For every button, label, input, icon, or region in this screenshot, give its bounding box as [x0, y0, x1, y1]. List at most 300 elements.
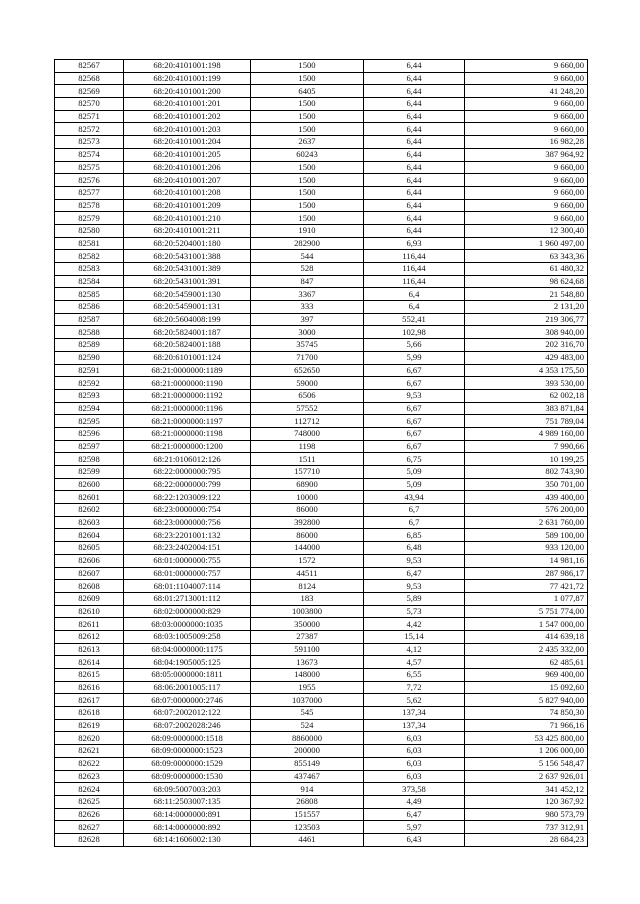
- area-cell: 27387: [251, 630, 364, 643]
- row-number-cell: 82606: [55, 554, 124, 567]
- cadastral-number-cell: 68:21:0000000:1198: [124, 427, 251, 440]
- cadastral-number-cell: 68:21:0000000:1197: [124, 415, 251, 428]
- area-cell: 1572: [251, 554, 364, 567]
- rate-cell: 4,12: [364, 643, 465, 656]
- value-cell: 7 990,66: [465, 440, 588, 453]
- row-number-cell: 82569: [55, 85, 124, 98]
- row-number-cell: 82587: [55, 313, 124, 326]
- row-number-cell: 82580: [55, 224, 124, 237]
- value-cell: 576 200,00: [465, 504, 588, 517]
- area-cell: 57552: [251, 402, 364, 415]
- cadastral-number-cell: 68:05:0000000:1811: [124, 669, 251, 682]
- value-cell: 62 485,61: [465, 656, 588, 669]
- rate-cell: 4,57: [364, 656, 465, 669]
- cadastral-number-cell: 68:20:4101001:200: [124, 85, 251, 98]
- parcel-table: [54, 59, 588, 847]
- rate-cell: 6,44: [364, 60, 465, 73]
- value-cell: 350 701,00: [465, 478, 588, 491]
- row-number-cell: 82594: [55, 402, 124, 415]
- rate-cell: 6,67: [364, 377, 465, 390]
- table-row: [55, 770, 588, 783]
- rate-cell: 6,67: [364, 415, 465, 428]
- row-number-cell: 82605: [55, 542, 124, 555]
- area-cell: 151557: [251, 808, 364, 821]
- value-cell: 287 986,17: [465, 567, 588, 580]
- area-cell: 1500: [251, 161, 364, 174]
- row-number-cell: 82619: [55, 719, 124, 732]
- rate-cell: 6,03: [364, 770, 465, 783]
- row-number-cell: 82604: [55, 529, 124, 542]
- cadastral-number-cell: 68:23:0000000:756: [124, 516, 251, 529]
- cadastral-number-cell: 68:03:1005009:258: [124, 630, 251, 643]
- area-cell: 200000: [251, 745, 364, 758]
- cadastral-number-cell: 68:20:5824001:188: [124, 339, 251, 352]
- parcel-table-body: [55, 60, 588, 847]
- row-number-cell: 82618: [55, 707, 124, 720]
- cadastral-number-cell: 68:20:4101001:199: [124, 72, 251, 85]
- value-cell: 21 548,80: [465, 288, 588, 301]
- table-row: [55, 275, 588, 288]
- area-cell: 1500: [251, 60, 364, 73]
- value-cell: 77 421,72: [465, 580, 588, 593]
- cadastral-number-cell: 68:14:1606002:130: [124, 833, 251, 846]
- rate-cell: 6,44: [364, 212, 465, 225]
- rate-cell: 116,44: [364, 275, 465, 288]
- cadastral-number-cell: 68:21:0000000:1189: [124, 364, 251, 377]
- value-cell: 120 367,92: [465, 795, 588, 808]
- row-number-cell: 82584: [55, 275, 124, 288]
- value-cell: 63 343,36: [465, 250, 588, 263]
- area-cell: 1500: [251, 123, 364, 136]
- value-cell: 9 660,00: [465, 174, 588, 187]
- rate-cell: 6,44: [364, 136, 465, 149]
- area-cell: 1500: [251, 186, 364, 199]
- cadastral-number-cell: 68:04:1905005:125: [124, 656, 251, 669]
- area-cell: 6506: [251, 389, 364, 402]
- cadastral-number-cell: 68:03:0000000:1035: [124, 618, 251, 631]
- area-cell: 333: [251, 301, 364, 314]
- value-cell: 5 156 548,47: [465, 757, 588, 770]
- cadastral-number-cell: 68:11:2503007:135: [124, 795, 251, 808]
- cadastral-number-cell: 68:20:4101001:208: [124, 186, 251, 199]
- row-number-cell: 82600: [55, 478, 124, 491]
- rate-cell: 6,85: [364, 529, 465, 542]
- rate-cell: 6,44: [364, 123, 465, 136]
- rate-cell: 6,44: [364, 161, 465, 174]
- area-cell: 855149: [251, 757, 364, 770]
- rate-cell: 4,42: [364, 618, 465, 631]
- rate-cell: 116,44: [364, 250, 465, 263]
- rate-cell: 6,03: [364, 745, 465, 758]
- table-row: [55, 466, 588, 479]
- table-row: [55, 707, 588, 720]
- table-row: [55, 656, 588, 669]
- cadastral-number-cell: 68:01:1104007:114: [124, 580, 251, 593]
- row-number-cell: 82595: [55, 415, 124, 428]
- cadastral-number-cell: 68:09:0000000:1523: [124, 745, 251, 758]
- row-number-cell: 82609: [55, 592, 124, 605]
- row-number-cell: 82610: [55, 605, 124, 618]
- value-cell: 2 435 332,00: [465, 643, 588, 656]
- value-cell: 1 206 000,00: [465, 745, 588, 758]
- table-row: [55, 174, 588, 187]
- area-cell: 1500: [251, 212, 364, 225]
- value-cell: 9 660,00: [465, 110, 588, 123]
- area-cell: 1198: [251, 440, 364, 453]
- cadastral-number-cell: 68:14:0000000:891: [124, 808, 251, 821]
- table-row: [55, 237, 588, 250]
- value-cell: 9 660,00: [465, 199, 588, 212]
- table-row: [55, 821, 588, 834]
- rate-cell: 15,14: [364, 630, 465, 643]
- area-cell: 86000: [251, 529, 364, 542]
- row-number-cell: 82591: [55, 364, 124, 377]
- cadastral-number-cell: 68:20:4101001:207: [124, 174, 251, 187]
- row-number-cell: 82612: [55, 630, 124, 643]
- cadastral-number-cell: 68:23:0000000:754: [124, 504, 251, 517]
- row-number-cell: 82571: [55, 110, 124, 123]
- table-row: [55, 250, 588, 263]
- area-cell: 1511: [251, 453, 364, 466]
- cadastral-number-cell: 68:20:4101001:211: [124, 224, 251, 237]
- value-cell: 61 480,32: [465, 263, 588, 276]
- cadastral-number-cell: 68:02:0000000:829: [124, 605, 251, 618]
- rate-cell: 5,09: [364, 478, 465, 491]
- cadastral-number-cell: 68:21:0000000:1190: [124, 377, 251, 390]
- value-cell: 5 827 940,00: [465, 694, 588, 707]
- cadastral-number-cell: 68:07:2002028:246: [124, 719, 251, 732]
- area-cell: 71700: [251, 351, 364, 364]
- table-row: [55, 529, 588, 542]
- rate-cell: 6,47: [364, 808, 465, 821]
- value-cell: 71 966,16: [465, 719, 588, 732]
- table-row: [55, 580, 588, 593]
- rate-cell: 5,99: [364, 351, 465, 364]
- cadastral-number-cell: 68:20:4101001:198: [124, 60, 251, 73]
- table-row: [55, 186, 588, 199]
- row-number-cell: 82611: [55, 618, 124, 631]
- cadastral-number-cell: 68:01:2713001:112: [124, 592, 251, 605]
- table-row: [55, 72, 588, 85]
- table-row: [55, 504, 588, 517]
- area-cell: 3000: [251, 326, 364, 339]
- value-cell: 12 300,40: [465, 224, 588, 237]
- area-cell: 1910: [251, 224, 364, 237]
- rate-cell: 6,47: [364, 567, 465, 580]
- row-number-cell: 82575: [55, 161, 124, 174]
- rate-cell: 6,67: [364, 440, 465, 453]
- table-row: [55, 567, 588, 580]
- cadastral-number-cell: 68:09:0000000:1529: [124, 757, 251, 770]
- row-number-cell: 82586: [55, 301, 124, 314]
- area-cell: 1500: [251, 199, 364, 212]
- area-cell: 8124: [251, 580, 364, 593]
- value-cell: 387 964,92: [465, 148, 588, 161]
- value-cell: 41 248,20: [465, 85, 588, 98]
- area-cell: 1500: [251, 110, 364, 123]
- value-cell: 2 631 760,00: [465, 516, 588, 529]
- table-row: [55, 110, 588, 123]
- table-row: [55, 719, 588, 732]
- cadastral-number-cell: 68:09:5007003:203: [124, 783, 251, 796]
- value-cell: 9 660,00: [465, 186, 588, 199]
- value-cell: 308 940,00: [465, 326, 588, 339]
- area-cell: 148000: [251, 669, 364, 682]
- cadastral-number-cell: 68:04:0000000:1175: [124, 643, 251, 656]
- table-row: [55, 478, 588, 491]
- area-cell: 748000: [251, 427, 364, 440]
- value-cell: 1 547 000,00: [465, 618, 588, 631]
- value-cell: 393 530,00: [465, 377, 588, 390]
- area-cell: 3367: [251, 288, 364, 301]
- cadastral-number-cell: 68:07:2002012:122: [124, 707, 251, 720]
- rate-cell: 4,49: [364, 795, 465, 808]
- value-cell: 737 312,91: [465, 821, 588, 834]
- value-cell: 802 743,90: [465, 466, 588, 479]
- value-cell: 9 660,00: [465, 161, 588, 174]
- row-number-cell: 82603: [55, 516, 124, 529]
- row-number-cell: 82581: [55, 237, 124, 250]
- row-number-cell: 82601: [55, 491, 124, 504]
- rate-cell: 6,4: [364, 301, 465, 314]
- row-number-cell: 82579: [55, 212, 124, 225]
- value-cell: 1 960 497,00: [465, 237, 588, 250]
- value-cell: 28 684,23: [465, 833, 588, 846]
- area-cell: 1500: [251, 174, 364, 187]
- cadastral-number-cell: 68:21:0000000:1196: [124, 402, 251, 415]
- value-cell: 9 660,00: [465, 212, 588, 225]
- area-cell: 545: [251, 707, 364, 720]
- value-cell: 1 077,87: [465, 592, 588, 605]
- value-cell: 341 452,12: [465, 783, 588, 796]
- row-number-cell: 82576: [55, 174, 124, 187]
- rate-cell: 9,53: [364, 580, 465, 593]
- cadastral-number-cell: 68:09:0000000:1518: [124, 732, 251, 745]
- rate-cell: 116,44: [364, 263, 465, 276]
- table-row: [55, 630, 588, 643]
- cadastral-number-cell: 68:22:0000000:795: [124, 466, 251, 479]
- row-number-cell: 82583: [55, 263, 124, 276]
- table-row: [55, 732, 588, 745]
- row-number-cell: 82625: [55, 795, 124, 808]
- row-number-cell: 82626: [55, 808, 124, 821]
- rate-cell: 137,34: [364, 719, 465, 732]
- table-row: [55, 618, 588, 631]
- row-number-cell: 82582: [55, 250, 124, 263]
- area-cell: 282900: [251, 237, 364, 250]
- rate-cell: 6,44: [364, 85, 465, 98]
- table-row: [55, 808, 588, 821]
- area-cell: 437467: [251, 770, 364, 783]
- rate-cell: 6,7: [364, 504, 465, 517]
- area-cell: 13673: [251, 656, 364, 669]
- area-cell: 144000: [251, 542, 364, 555]
- row-number-cell: 82614: [55, 656, 124, 669]
- table-row: [55, 592, 588, 605]
- cadastral-number-cell: 68:20:5604008:199: [124, 313, 251, 326]
- table-row: [55, 339, 588, 352]
- area-cell: 392800: [251, 516, 364, 529]
- table-row: [55, 148, 588, 161]
- rate-cell: 6,44: [364, 199, 465, 212]
- row-number-cell: 82608: [55, 580, 124, 593]
- area-cell: 1003800: [251, 605, 364, 618]
- area-cell: 847: [251, 275, 364, 288]
- cadastral-number-cell: 68:22:0000000:799: [124, 478, 251, 491]
- area-cell: 35745: [251, 339, 364, 352]
- rate-cell: 6,44: [364, 110, 465, 123]
- cadastral-number-cell: 68:01:0000000:755: [124, 554, 251, 567]
- row-number-cell: 82588: [55, 326, 124, 339]
- cadastral-number-cell: 68:23:2402004:151: [124, 542, 251, 555]
- rate-cell: 6,44: [364, 224, 465, 237]
- area-cell: 1500: [251, 98, 364, 111]
- rate-cell: 6,44: [364, 174, 465, 187]
- area-cell: 183: [251, 592, 364, 605]
- value-cell: 9 660,00: [465, 98, 588, 111]
- value-cell: 980 573,79: [465, 808, 588, 821]
- value-cell: 74 850,30: [465, 707, 588, 720]
- row-number-cell: 82593: [55, 389, 124, 402]
- table-row: [55, 85, 588, 98]
- cadastral-number-cell: 68:20:4101001:204: [124, 136, 251, 149]
- cadastral-number-cell: 68:20:5459001:131: [124, 301, 251, 314]
- value-cell: 4 353 175,50: [465, 364, 588, 377]
- area-cell: 4461: [251, 833, 364, 846]
- row-number-cell: 82621: [55, 745, 124, 758]
- value-cell: 10 199,25: [465, 453, 588, 466]
- row-number-cell: 82620: [55, 732, 124, 745]
- table-row: [55, 440, 588, 453]
- rate-cell: 6,44: [364, 186, 465, 199]
- value-cell: 2 637 926,01: [465, 770, 588, 783]
- value-cell: 414 639,18: [465, 630, 588, 643]
- row-number-cell: 82616: [55, 681, 124, 694]
- row-number-cell: 82599: [55, 466, 124, 479]
- rate-cell: 6,44: [364, 148, 465, 161]
- value-cell: 969 400,00: [465, 669, 588, 682]
- table-row: [55, 288, 588, 301]
- table-row: [55, 326, 588, 339]
- table-row: [55, 643, 588, 656]
- row-number-cell: 82577: [55, 186, 124, 199]
- rate-cell: 43,94: [364, 491, 465, 504]
- row-number-cell: 82567: [55, 60, 124, 73]
- table-row: [55, 516, 588, 529]
- cadastral-number-cell: 68:14:0000000:892: [124, 821, 251, 834]
- rate-cell: 552,41: [364, 313, 465, 326]
- cadastral-number-cell: 68:07:0000000:2746: [124, 694, 251, 707]
- rate-cell: 137,34: [364, 707, 465, 720]
- area-cell: 26808: [251, 795, 364, 808]
- row-number-cell: 82592: [55, 377, 124, 390]
- rate-cell: 6,4: [364, 288, 465, 301]
- rate-cell: 5,09: [364, 466, 465, 479]
- area-cell: 112712: [251, 415, 364, 428]
- area-cell: 123503: [251, 821, 364, 834]
- table-row: [55, 694, 588, 707]
- area-cell: 2637: [251, 136, 364, 149]
- rate-cell: 6,7: [364, 516, 465, 529]
- table-row: [55, 351, 588, 364]
- rate-cell: 6,44: [364, 72, 465, 85]
- table-row: [55, 669, 588, 682]
- value-cell: 202 316,70: [465, 339, 588, 352]
- row-number-cell: 82628: [55, 833, 124, 846]
- value-cell: 15 092,60: [465, 681, 588, 694]
- table-row: [55, 377, 588, 390]
- table-row: [55, 783, 588, 796]
- value-cell: 14 981,16: [465, 554, 588, 567]
- row-number-cell: 82613: [55, 643, 124, 656]
- table-row: [55, 554, 588, 567]
- cadastral-number-cell: 68:21:0106012:126: [124, 453, 251, 466]
- table-row: [55, 301, 588, 314]
- value-cell: 429 483,00: [465, 351, 588, 364]
- table-row: [55, 795, 588, 808]
- cadastral-number-cell: 68:20:5431001:388: [124, 250, 251, 263]
- area-cell: 1955: [251, 681, 364, 694]
- table-row: [55, 605, 588, 618]
- row-number-cell: 82598: [55, 453, 124, 466]
- rate-cell: 5,73: [364, 605, 465, 618]
- area-cell: 350000: [251, 618, 364, 631]
- rate-cell: 9,53: [364, 389, 465, 402]
- table-row: [55, 427, 588, 440]
- value-cell: 62 002,18: [465, 389, 588, 402]
- area-cell: 8860000: [251, 732, 364, 745]
- row-number-cell: 82596: [55, 427, 124, 440]
- row-number-cell: 82597: [55, 440, 124, 453]
- value-cell: 53 425 800,00: [465, 732, 588, 745]
- table-row: [55, 136, 588, 149]
- table-row: [55, 224, 588, 237]
- area-cell: 524: [251, 719, 364, 732]
- table-row: [55, 681, 588, 694]
- area-cell: 157710: [251, 466, 364, 479]
- rate-cell: 7,72: [364, 681, 465, 694]
- value-cell: 9 660,00: [465, 72, 588, 85]
- cadastral-number-cell: 68:20:4101001:202: [124, 110, 251, 123]
- row-number-cell: 82574: [55, 148, 124, 161]
- value-cell: 16 982,28: [465, 136, 588, 149]
- rate-cell: 6,03: [364, 732, 465, 745]
- rate-cell: 6,67: [364, 402, 465, 415]
- cadastral-number-cell: 68:20:4101001:209: [124, 199, 251, 212]
- table-row: [55, 161, 588, 174]
- table-row: [55, 123, 588, 136]
- cadastral-number-cell: 68:21:0000000:1192: [124, 389, 251, 402]
- table-row: [55, 263, 588, 276]
- cadastral-number-cell: 68:06:2001005:117: [124, 681, 251, 694]
- cadastral-number-cell: 68:20:5824001:187: [124, 326, 251, 339]
- rate-cell: 102,98: [364, 326, 465, 339]
- area-cell: 914: [251, 783, 364, 796]
- area-cell: 86000: [251, 504, 364, 517]
- area-cell: 652650: [251, 364, 364, 377]
- table-row: [55, 313, 588, 326]
- rate-cell: 5,97: [364, 821, 465, 834]
- area-cell: 6405: [251, 85, 364, 98]
- cadastral-number-cell: 68:21:0000000:1200: [124, 440, 251, 453]
- rate-cell: 6,93: [364, 237, 465, 250]
- cadastral-number-cell: 68:20:5431001:391: [124, 275, 251, 288]
- area-cell: 1500: [251, 72, 364, 85]
- table-row: [55, 542, 588, 555]
- row-number-cell: 82617: [55, 694, 124, 707]
- area-cell: 59000: [251, 377, 364, 390]
- cadastral-number-cell: 68:20:6101001:124: [124, 351, 251, 364]
